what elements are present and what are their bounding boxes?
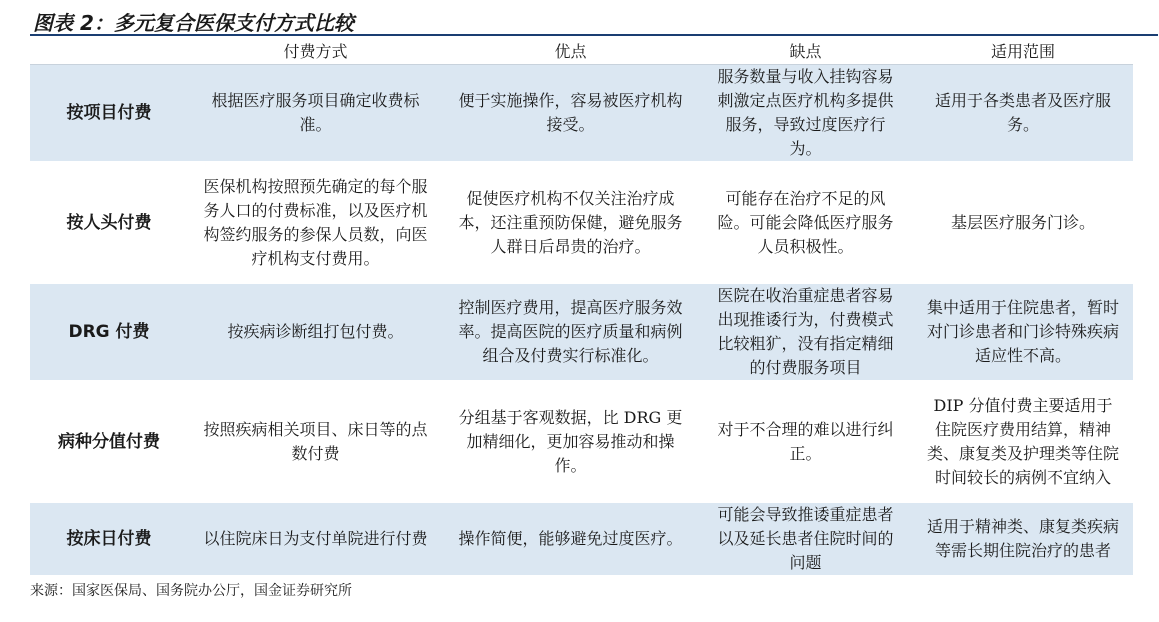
method-cell: 根据医疗服务项目确定收费标准。 [188, 65, 443, 162]
comparison-table-wrapper [30, 36, 1133, 576]
row-name: DRG 付费 [30, 284, 188, 381]
title-bar [30, 4, 1158, 36]
pros-cell: 促使医疗机构不仅关注治疗成本，还注重预防保健，避免服务人群日后昂贵的治疗。 [443, 162, 698, 284]
header-method: 付费方式 [188, 36, 443, 65]
table-row [30, 162, 1133, 284]
header-pros: 优点 [443, 36, 698, 65]
cons-cell: 可能存在治疗不足的风险。可能会降低医疗服务人员积极性。 [698, 162, 913, 284]
header-cons: 缺点 [698, 36, 913, 65]
header-blank [30, 36, 188, 65]
cons-cell: 对于不合理的难以进行纠正。 [698, 381, 913, 503]
header-scope: 适用范围 [913, 36, 1133, 65]
table-row [30, 381, 1133, 503]
row-name: 按床日付费 [30, 503, 188, 576]
scope-cell: 适用于精神类、康复类疾病等需长期住院治疗的患者 [913, 503, 1133, 576]
pros-cell: 便于实施操作，容易被医疗机构接受。 [443, 65, 698, 162]
method-cell: 按照疾病相关项目、床日等的点数付费 [188, 381, 443, 503]
source-note: 来源：国家医保局、国务院办公厅，国金证券研究所 [30, 583, 352, 599]
pros-cell: 分组基于客观数据，比 DRG 更加精细化，更加容易推动和操作。 [443, 381, 698, 503]
cons-cell: 服务数量与收入挂钩容易刺激定点医疗机构多提供服务，导致过度医疗行为。 [698, 65, 913, 162]
table-row [30, 284, 1133, 381]
table-row [30, 65, 1133, 162]
scope-cell: 基层医疗服务门诊。 [913, 162, 1133, 284]
method-cell: 医保机构按照预先确定的每个服务人口的付费标准，以及医疗机构签约服务的参保人员数，向医疗机构支付费用。 [188, 162, 443, 284]
pros-cell: 操作简便，能够避免过度医疗。 [443, 503, 698, 576]
row-name: 按人头付费 [30, 162, 188, 284]
pros-cell: 控制医疗费用，提高医疗服务效率。提高医院的医疗质量和病例组合及付费实行标准化。 [443, 284, 698, 381]
cons-cell: 医院在收治重症患者容易出现推诿行为，付费模式比较粗犷，没有指定精细的付费服务项目 [698, 284, 913, 381]
method-cell: 按疾病诊断组打包付费。 [188, 284, 443, 381]
table-row [30, 503, 1133, 576]
row-name: 按项目付费 [30, 65, 188, 162]
comparison-table [30, 36, 1133, 576]
cons-cell: 可能会导致推诿重症患者以及延长患者住院时间的问题 [698, 503, 913, 576]
row-name: 病种分值付费 [30, 381, 188, 503]
header-row [30, 36, 1133, 65]
scope-cell: DIP 分值付费主要适用于住院医疗费用结算，精神类、康复类及护理类等住院时间较长的病例不宜纳入 [913, 381, 1133, 503]
scope-cell: 集中适用于住院患者，暂时对门诊患者和门诊特殊疾病适应性不高。 [913, 284, 1133, 381]
figure-title: 图表 2：多元复合医保支付方式比较 [33, 11, 354, 35]
scope-cell: 适用于各类患者及医疗服务。 [913, 65, 1133, 162]
method-cell: 以住院床日为支付单院进行付费 [188, 503, 443, 576]
